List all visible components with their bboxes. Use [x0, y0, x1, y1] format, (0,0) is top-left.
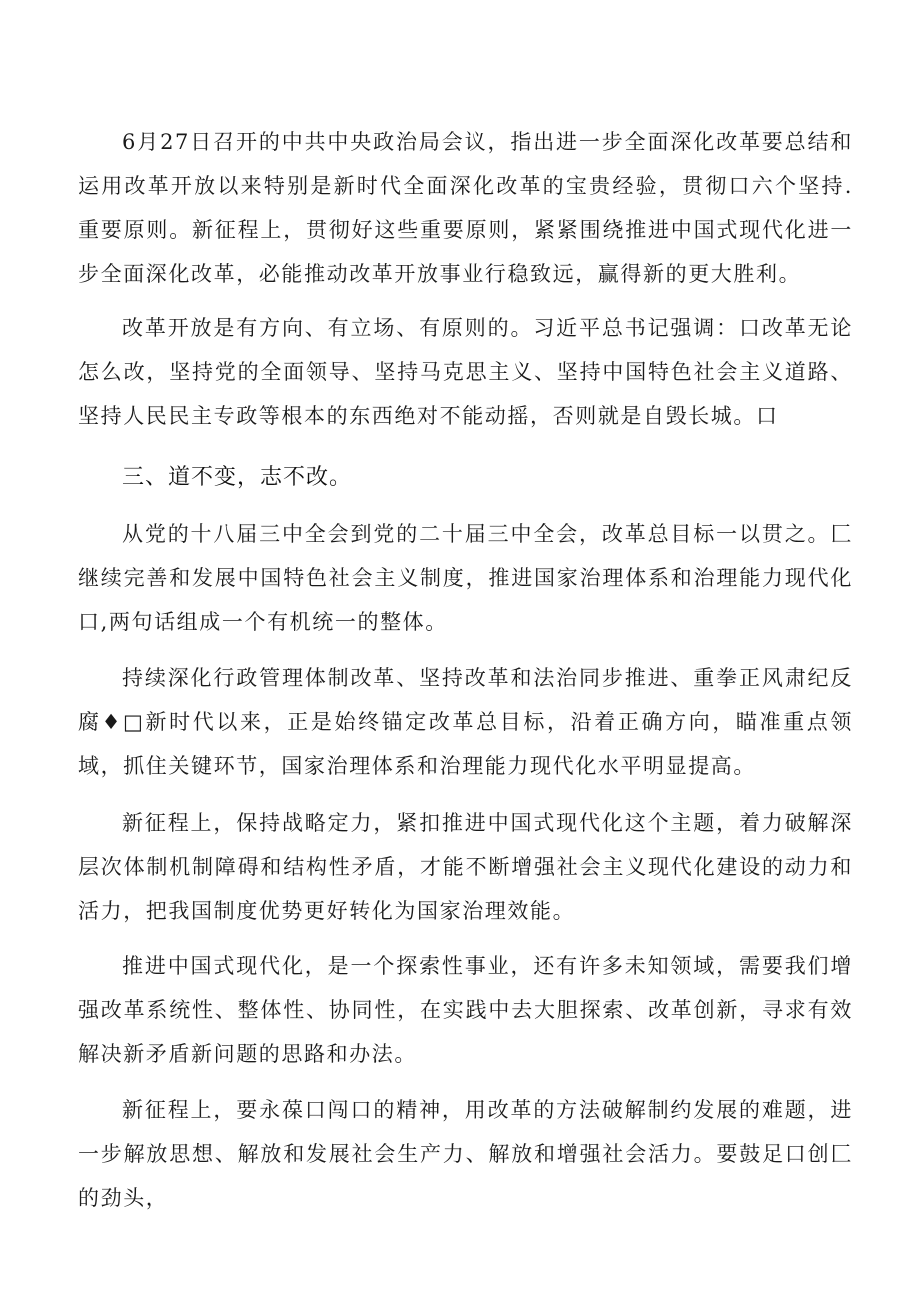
paragraph-strategic-focus: 新征程上，保持战略定力，紧扣推进中国式现代化这个主题，着力破解深层次体制机制障碍和结构性矛盾，才能不断增强社会主义现代化建设的动力和活力，把我国制度优势更好转化为国家治理效能。 [78, 811, 853, 923]
section-heading-3: 三、道不变，志不改。 [122, 465, 353, 490]
paragraph-reform-spirit: 新征程上，要永葆口闯口的精神，用改革的方法破解制约发展的难题，进一步解放思想、解放和发展社会生产力、解放和增强社会活力。要鼓足口创匚的劲头， [78, 1098, 853, 1210]
paragraph-reform-principles: 改革开放是有方向、有立场、有原则的。习近平总书记强调：口改革无论怎么改，坚持党的全面领导、坚持马克思主义、坚持中国特色社会主义道路、坚持人民民主专政等根本的东西绝对不能动摇，否则就是自毁长城。口 [78, 316, 853, 428]
paragraph-reform-goal: 从党的十八届三中全会到党的二十届三中全会，改革总目标一以贯之。匚继续完善和发展中国特色社会主义制度，推进国家治理体系和治理能力现代化口,两句话组成一个有机统一的整体。 [78, 522, 853, 634]
paragraph-exploration: 推进中国式现代化，是一个探索性事业，还有许多未知领域，需要我们增强改革系统性、整体性、协同性，在实践中去大胆探索、改革创新，寻求有效解决新矛盾新问题的思路和办法。 [78, 954, 853, 1066]
paragraph-central-meeting: 6月27日召开的中共中央政治局会议，指出进一步全面深化改革要总结和运用改革开放以来特别是新时代全面深化改革的宝贵经验，贯彻口六个坚持.重要原则。新征程上，贯彻好这些重要原则，紧紧围绕推进中国式现代化进一步全面深化改革，必能推动改革开放事业行稳致远，赢得新的更大胜利。 [78, 130, 853, 286]
paragraph-administrative-reform: 持续深化行政管理体制改革、坚持改革和法治同步推进、重拳正风肃纪反腐♦□新时代以来，正是始终锚定改革总目标，沿着正确方向，瞄准重点领域，抓住关键环节，国家治理体系和治理能力现代化水平明显提高。 [78, 666, 853, 778]
